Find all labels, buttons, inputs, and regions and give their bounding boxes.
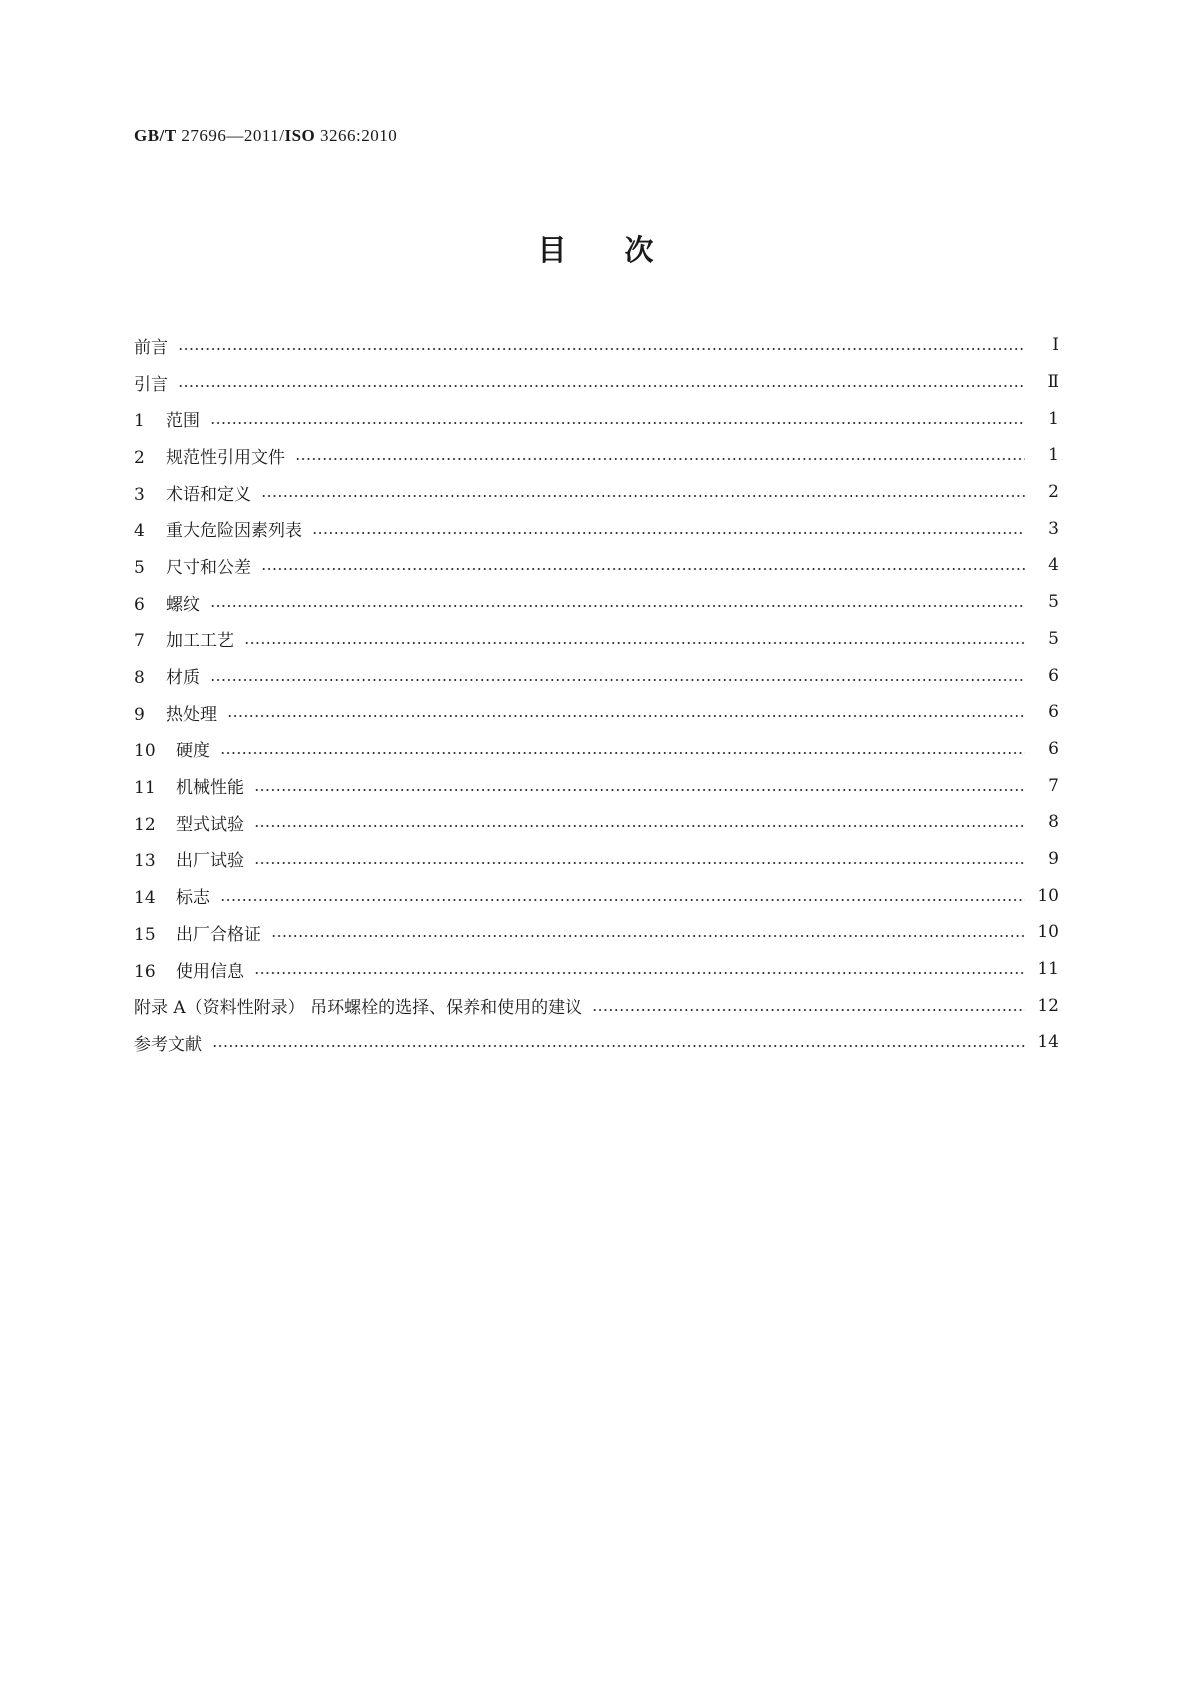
toc-entry-label bbox=[134, 846, 254, 871]
toc-entry-label bbox=[134, 333, 178, 358]
toc-entry-page: 6 bbox=[1048, 665, 1059, 686]
toc-entry-text: 引言 bbox=[134, 374, 168, 395]
toc-entry-number: 11 bbox=[134, 778, 156, 799]
toc-entry-text: 附录 A（资料性附录） 吊环螺栓的选择、保养和使用的建议 bbox=[134, 998, 583, 1019]
toc-entry-page: 4 bbox=[1048, 555, 1059, 576]
toc-dot-leader bbox=[254, 825, 1025, 827]
toc-dot-leader bbox=[592, 1009, 1025, 1011]
toc-entry-page: 5 bbox=[1048, 592, 1059, 613]
standard-prefix: GB/T bbox=[134, 126, 177, 145]
toc-entry-label bbox=[134, 480, 261, 505]
toc-entry-number: 16 bbox=[134, 961, 156, 982]
toc-entry-label bbox=[134, 700, 227, 725]
toc-dot-leader bbox=[295, 458, 1025, 460]
toc-entry-label bbox=[134, 993, 592, 1018]
toc-entry[interactable] bbox=[134, 1024, 1059, 1061]
toc-entry-text: 标志 bbox=[176, 888, 210, 909]
toc-entry[interactable] bbox=[134, 621, 1059, 658]
toc-entry-text: 出厂合格证 bbox=[176, 924, 261, 945]
toc-entry-label bbox=[134, 370, 178, 395]
toc-entry-number: 6 bbox=[134, 594, 145, 615]
toc-entry-page: 1 bbox=[1048, 445, 1059, 466]
toc-entry[interactable] bbox=[134, 364, 1059, 401]
toc-entry-text: 型式试验 bbox=[176, 814, 244, 835]
toc-entry-text: 使用信息 bbox=[176, 961, 244, 982]
toc-entry-label bbox=[134, 810, 254, 835]
toc-entry-page: 5 bbox=[1048, 628, 1059, 649]
toc-dot-leader bbox=[271, 935, 1025, 937]
toc-entry-number: 14 bbox=[134, 888, 156, 909]
toc-entry[interactable] bbox=[134, 914, 1059, 951]
toc-dot-leader bbox=[312, 532, 1025, 534]
toc-entry-label bbox=[134, 957, 254, 982]
toc-entry-label bbox=[134, 516, 312, 541]
toc-entry-text: 热处理 bbox=[166, 704, 217, 725]
toc-entry[interactable] bbox=[134, 657, 1059, 694]
toc-dot-leader bbox=[210, 605, 1025, 607]
toc-entry[interactable] bbox=[134, 510, 1059, 547]
toc-entry-number: 8 bbox=[134, 668, 145, 689]
toc-entry[interactable] bbox=[134, 841, 1059, 878]
toc-entry-label bbox=[134, 1030, 212, 1055]
toc-entry-number: 4 bbox=[134, 521, 145, 542]
toc-entry-number: 5 bbox=[134, 557, 145, 578]
toc-entry-number: 10 bbox=[134, 741, 156, 762]
toc-entry-text: 出厂试验 bbox=[176, 851, 244, 872]
toc-entry-page: 12 bbox=[1037, 995, 1059, 1016]
toc-entry-text: 螺纹 bbox=[166, 594, 200, 615]
toc-dot-leader bbox=[220, 899, 1025, 901]
toc-dot-leader bbox=[227, 715, 1025, 717]
toc-entry-page: 14 bbox=[1037, 1032, 1059, 1053]
toc-entry-text: 硬度 bbox=[176, 741, 210, 762]
toc-entry[interactable] bbox=[134, 400, 1059, 437]
toc-entry-label bbox=[134, 406, 210, 431]
iso-number: 3266:2010 bbox=[315, 126, 398, 145]
toc-entry-text: 加工工艺 bbox=[166, 631, 234, 652]
toc-dot-leader bbox=[210, 422, 1025, 424]
toc-entry[interactable] bbox=[134, 877, 1059, 914]
toc-entry[interactable] bbox=[134, 804, 1059, 841]
toc-entry-text: 范围 bbox=[166, 411, 200, 432]
toc-entry-page: 9 bbox=[1048, 848, 1059, 869]
toc-entry-label bbox=[134, 590, 210, 615]
toc-entry-page: 3 bbox=[1048, 518, 1059, 539]
toc-entry-text: 重大危险因素列表 bbox=[166, 521, 302, 542]
toc-entry-number: 7 bbox=[134, 631, 145, 652]
toc-dot-leader bbox=[254, 972, 1025, 974]
toc-entry[interactable] bbox=[134, 694, 1059, 731]
toc-dot-leader bbox=[244, 642, 1025, 644]
document-header bbox=[134, 126, 397, 146]
iso-prefix: ISO bbox=[284, 126, 316, 145]
toc-entry-number: 1 bbox=[134, 411, 145, 432]
toc-entry[interactable] bbox=[134, 327, 1059, 364]
toc-entry-label bbox=[134, 553, 261, 578]
toc-entry-page: 6 bbox=[1048, 738, 1059, 759]
toc-entry-label bbox=[134, 736, 220, 761]
toc-entry-text: 材质 bbox=[166, 668, 200, 689]
toc-entry-label bbox=[134, 626, 244, 651]
toc-entry-label bbox=[134, 773, 254, 798]
toc-entry-label bbox=[134, 883, 220, 908]
toc-entry-number: 13 bbox=[134, 851, 156, 872]
toc-entry[interactable] bbox=[134, 584, 1059, 621]
toc-entry-page: 2 bbox=[1048, 482, 1059, 503]
toc-dot-leader bbox=[254, 862, 1025, 864]
toc-dot-leader bbox=[178, 348, 1025, 350]
toc-entry-page: 10 bbox=[1037, 885, 1059, 906]
toc-entry[interactable] bbox=[134, 474, 1059, 511]
toc-entry[interactable] bbox=[134, 437, 1059, 474]
toc-entry-number: 15 bbox=[134, 924, 156, 945]
toc-entry-label bbox=[134, 663, 210, 688]
toc-entry[interactable] bbox=[134, 951, 1059, 988]
toc-entry-text: 尺寸和公差 bbox=[166, 557, 251, 578]
toc-entry-text: 规范性引用文件 bbox=[166, 447, 285, 468]
toc-entry-page: 11 bbox=[1037, 959, 1059, 980]
toc-dot-leader bbox=[210, 679, 1025, 681]
toc-entry[interactable] bbox=[134, 547, 1059, 584]
toc-entry-page: Ⅱ bbox=[1047, 372, 1059, 393]
toc-entry-label bbox=[134, 443, 295, 468]
toc-dot-leader bbox=[220, 752, 1025, 754]
toc-entry[interactable] bbox=[134, 731, 1059, 768]
toc-entry-text: 前言 bbox=[134, 337, 168, 358]
toc-dot-leader bbox=[212, 1045, 1025, 1047]
toc-entry-label bbox=[134, 920, 271, 945]
toc-entry-page: 10 bbox=[1037, 922, 1059, 943]
toc-entry[interactable] bbox=[134, 987, 1059, 1024]
toc-entry-page: Ⅰ bbox=[1052, 335, 1059, 356]
toc-entry[interactable] bbox=[134, 767, 1059, 804]
toc-entry-text: 术语和定义 bbox=[166, 484, 251, 505]
toc-entry-number: 12 bbox=[134, 814, 156, 835]
toc-entry-text: 机械性能 bbox=[176, 778, 244, 799]
toc-dot-leader bbox=[261, 495, 1025, 497]
standard-number: 27696—2011/ bbox=[176, 126, 285, 145]
toc-entry-page: 1 bbox=[1048, 408, 1059, 429]
toc-entry-number: 2 bbox=[134, 447, 145, 468]
toc-entry-page: 8 bbox=[1048, 812, 1059, 833]
toc-entry-number: 3 bbox=[134, 484, 145, 505]
toc-dot-leader bbox=[254, 789, 1025, 791]
toc-dot-leader bbox=[261, 568, 1025, 570]
toc-entry-page: 6 bbox=[1048, 702, 1059, 723]
toc-entry-page: 7 bbox=[1048, 775, 1059, 796]
table-of-contents bbox=[134, 327, 1059, 1061]
toc-entry-number: 9 bbox=[134, 704, 145, 725]
page-title: 目次 bbox=[537, 233, 712, 267]
toc-dot-leader bbox=[178, 385, 1025, 387]
toc-entry-text: 参考文献 bbox=[134, 1034, 202, 1055]
